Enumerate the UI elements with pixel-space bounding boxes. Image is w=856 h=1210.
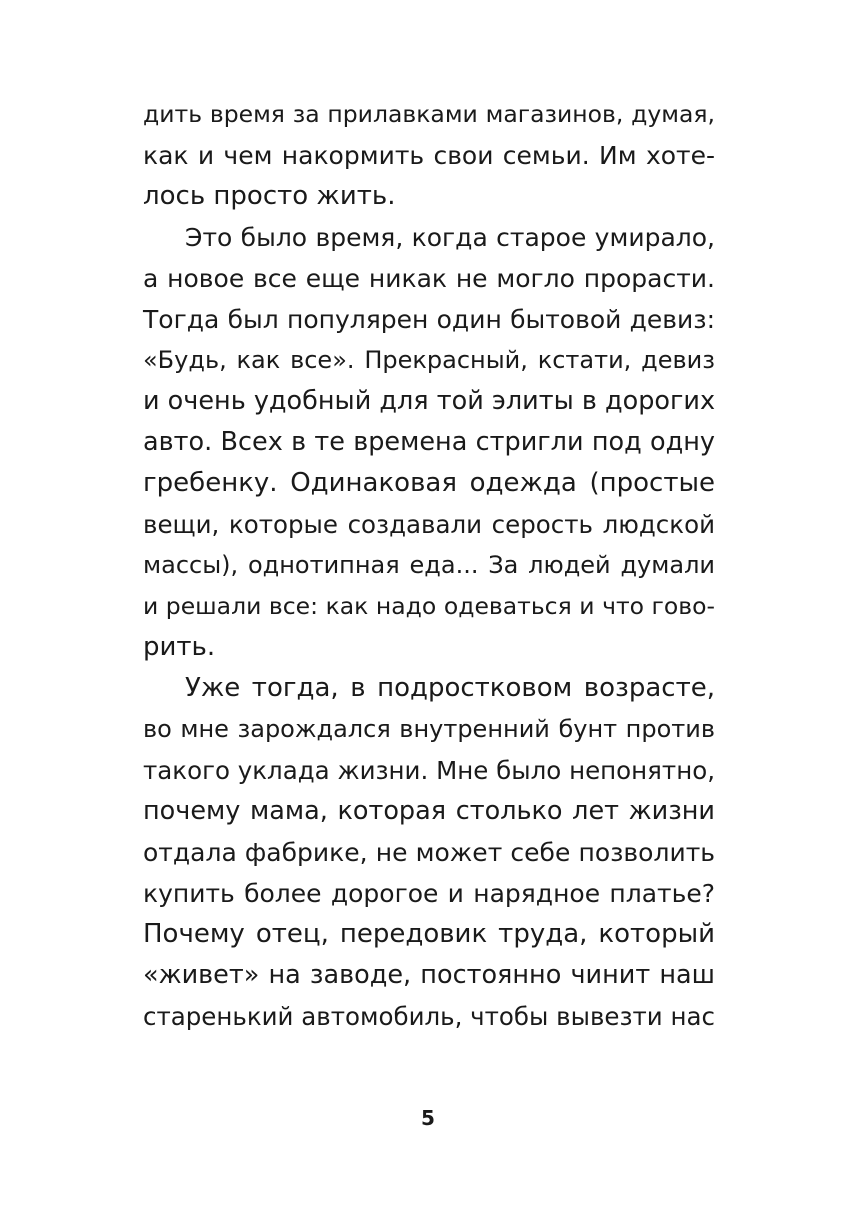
text-line: лось просто жить. bbox=[143, 181, 396, 211]
body-text bbox=[143, 94, 715, 1037]
text-line: отдала фабрике, не может себе позволить bbox=[143, 838, 715, 867]
text-line: вещи, которые создавали серость людской bbox=[143, 510, 715, 539]
text-line: старенький автомобиль, чтобы вывезти нас bbox=[143, 1002, 715, 1031]
text-line: Это было время, когда старое умирало, bbox=[185, 223, 715, 252]
text-line: «Будь, как все». Прекрасный, кстати, девиз bbox=[143, 346, 715, 374]
text-line: а новое все еще никак не могло прорасти. bbox=[143, 264, 715, 293]
text-line: массы), однотипная еда... За людей думали bbox=[143, 551, 715, 579]
text-line: Тогда был популярен один бытовой девиз: bbox=[143, 305, 715, 334]
text-line: как и чем накормить свои семьи. Им хоте- bbox=[143, 141, 715, 170]
text-line: «живет» на заводе, постоянно чинит наш bbox=[143, 960, 715, 990]
text-line: и очень удобный для той элиты в дорогих bbox=[143, 386, 716, 416]
text-line: во мне зарождался внутренний бунт против bbox=[143, 715, 715, 743]
text-line: купить более дорогое и нарядное платье? bbox=[143, 879, 715, 908]
text-line: Уже тогда, в подростковом возрасте, bbox=[185, 673, 715, 703]
text-line: гребенку. Одинаковая одежда (простые bbox=[143, 468, 715, 498]
text-line: Почему отец, передовик труда, который bbox=[143, 919, 715, 949]
text-line: почему мама, которая столько лет жизни bbox=[143, 796, 715, 826]
text-line: такого уклада жизни. Мне было непонятно, bbox=[143, 756, 715, 785]
text-line: авто. Всех в те времена стригли под одну bbox=[143, 427, 715, 457]
page-number: 5 bbox=[421, 1106, 435, 1130]
text-line: дить время за прилавками магазинов, думая, bbox=[143, 100, 715, 128]
text-line: и решали все: как надо одеваться и что гово- bbox=[143, 592, 715, 620]
text-line: рить. bbox=[143, 632, 216, 662]
